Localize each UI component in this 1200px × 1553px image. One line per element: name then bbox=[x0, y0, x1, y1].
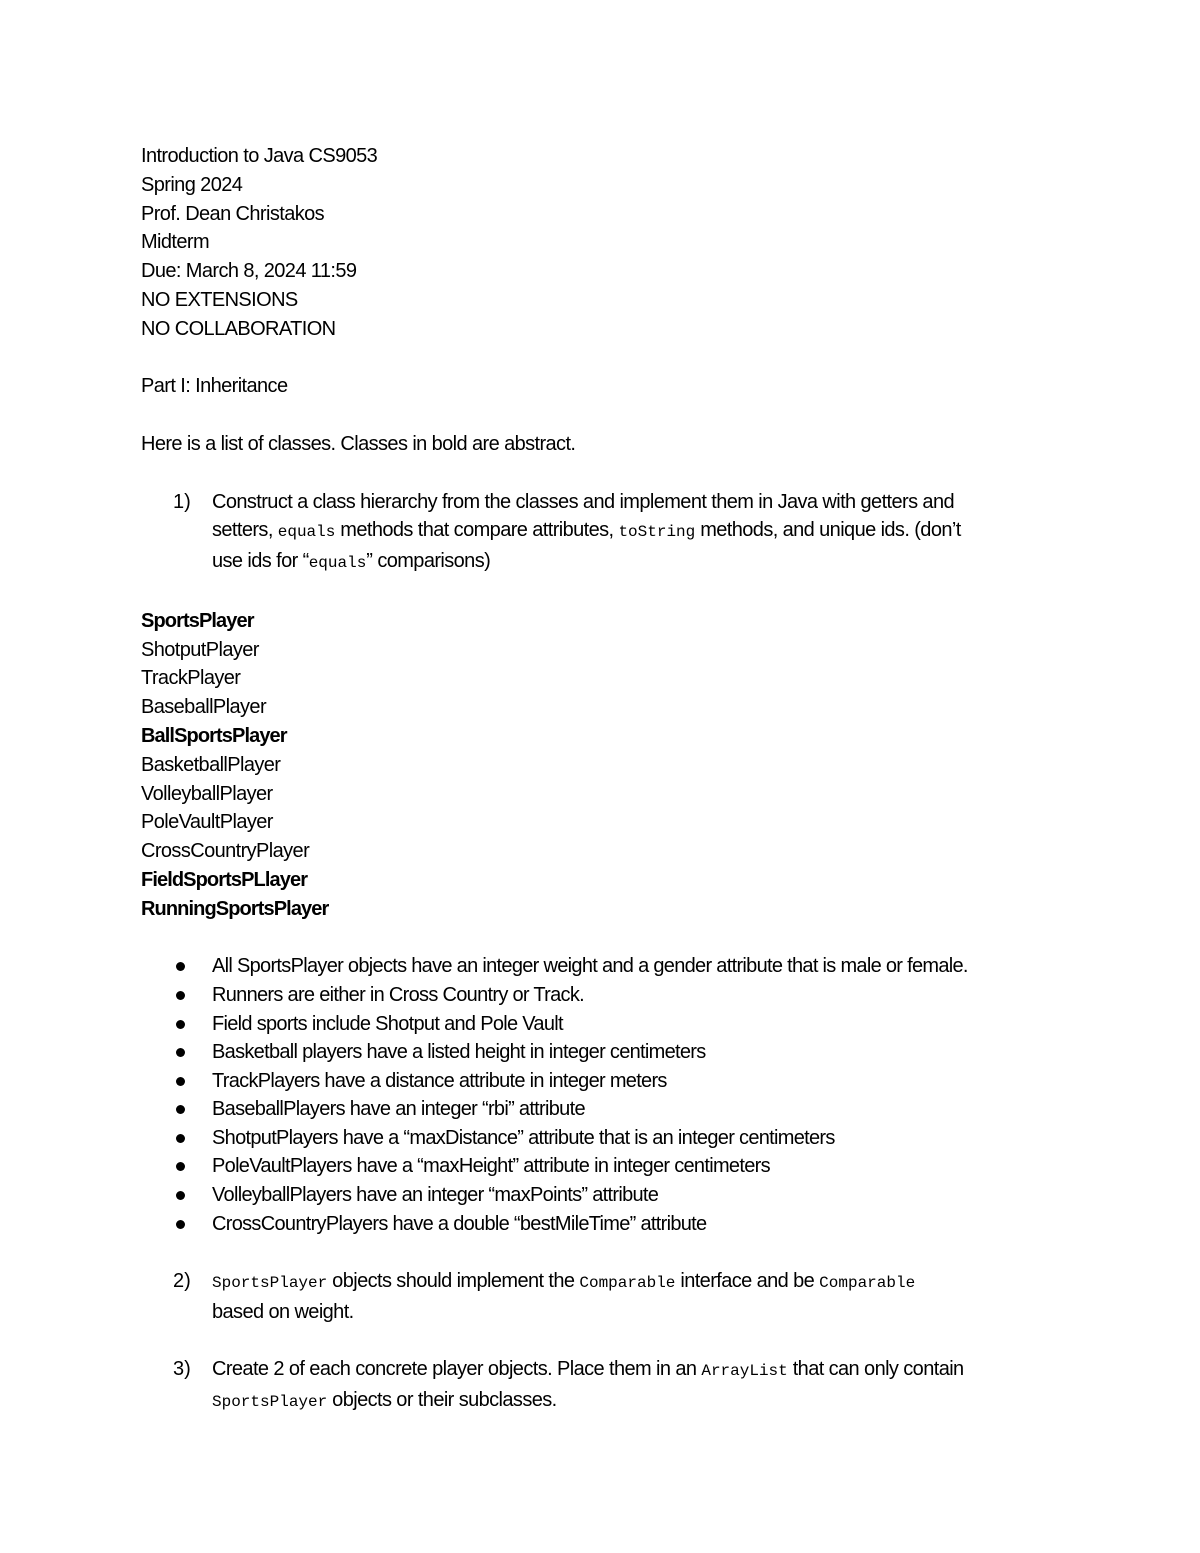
question-number: 1) bbox=[173, 490, 191, 513]
no-collaboration-notice: NO COLLABORATION bbox=[141, 317, 336, 340]
rule-text: Runners are either in Cross Country or Track. bbox=[212, 983, 584, 1006]
due-date: Due: March 8, 2024 11:59 bbox=[141, 260, 357, 283]
bullet-icon bbox=[173, 1010, 212, 1039]
question-line bbox=[212, 547, 1061, 578]
class-item: TrackPlayer bbox=[141, 667, 241, 690]
rule-text: Basketball players have a listed height in integer centimeters bbox=[212, 1041, 706, 1064]
list-item bbox=[173, 1067, 1061, 1096]
bullet-icon bbox=[173, 1152, 212, 1181]
question-line bbox=[212, 516, 1061, 547]
question-line bbox=[212, 1298, 1061, 1327]
code-span: SportsPlayer bbox=[212, 1393, 328, 1412]
list-item bbox=[173, 981, 1061, 1010]
bullet-icon bbox=[173, 1038, 212, 1067]
class-item: VolleyballPlayer bbox=[141, 782, 273, 805]
question-line bbox=[212, 1267, 1061, 1298]
code-span: equals bbox=[277, 523, 336, 542]
text-span: Construct a class hierarchy from the classes and implement them in Java with getters and bbox=[212, 490, 954, 513]
text-span: objects should implement the bbox=[327, 1270, 580, 1293]
code-span: SportsPlayer bbox=[212, 1274, 328, 1293]
code-span: Comparable bbox=[819, 1274, 916, 1293]
rule-text: TrackPlayers have a distance attribute in integer meters bbox=[212, 1069, 667, 1092]
text-span: that can only contain bbox=[787, 1358, 964, 1381]
question-line bbox=[212, 488, 1061, 517]
question-text bbox=[212, 488, 1061, 578]
question-number: 2) bbox=[173, 1270, 191, 1293]
class-item: SportsPlayer bbox=[141, 609, 254, 632]
list-item bbox=[173, 1181, 1061, 1210]
list-item bbox=[173, 1124, 1061, 1153]
rule-text: ShotputPlayers have a “maxDistance” attribute that is an integer centimeters bbox=[212, 1126, 835, 1149]
code-span: ArrayList bbox=[701, 1362, 788, 1381]
list-item bbox=[173, 1210, 1061, 1239]
code-span: toString bbox=[618, 523, 696, 542]
question-line bbox=[212, 1386, 1061, 1417]
question-number: 3) bbox=[173, 1358, 191, 1381]
question-1 bbox=[173, 488, 1061, 578]
rule-text: PoleVaultPlayers have a “maxHeight” attribute in integer centimeters bbox=[212, 1155, 770, 1178]
code-span: equals bbox=[308, 554, 367, 573]
list-item bbox=[173, 1095, 1061, 1124]
text-span: based on weight. bbox=[212, 1300, 354, 1323]
rule-text: VolleyballPlayers have an integer “maxPoints” attribute bbox=[212, 1184, 659, 1207]
question-text bbox=[212, 1267, 1061, 1327]
list-item bbox=[173, 952, 1061, 981]
document-page bbox=[141, 142, 1061, 1417]
bullet-icon bbox=[173, 1210, 212, 1239]
text-span: ” comparisons) bbox=[366, 550, 491, 573]
no-extensions-notice: NO EXTENSIONS bbox=[141, 288, 298, 311]
term: Spring 2024 bbox=[141, 173, 243, 196]
class-item: PoleVaultPlayer bbox=[141, 811, 273, 834]
rule-text: Field sports include Shotput and Pole Vault bbox=[212, 1012, 563, 1035]
part-title: Part I: Inheritance bbox=[141, 375, 288, 398]
assignment-name: Midterm bbox=[141, 231, 210, 254]
list-item bbox=[173, 1038, 1061, 1067]
class-list bbox=[141, 607, 1061, 924]
text-span: methods that compare attributes, bbox=[335, 519, 619, 542]
text-span: objects or their subclasses. bbox=[327, 1389, 557, 1412]
class-item: ShotputPlayer bbox=[141, 638, 259, 661]
question-2 bbox=[173, 1267, 1061, 1327]
rule-text: BaseballPlayers have an integer “rbi” attribute bbox=[212, 1098, 585, 1121]
code-span: Comparable bbox=[579, 1274, 676, 1293]
intro-text: Here is a list of classes. Classes in bold are abstract. bbox=[141, 432, 576, 455]
bullet-icon bbox=[173, 952, 212, 981]
rules-list bbox=[141, 952, 1061, 1238]
class-item: CrossCountryPlayer bbox=[141, 840, 310, 863]
bullet-icon bbox=[173, 1095, 212, 1124]
question-text bbox=[212, 1355, 1061, 1417]
bullet-icon bbox=[173, 981, 212, 1010]
text-span: interface and be bbox=[675, 1270, 820, 1293]
class-item: BallSportsPlayer bbox=[141, 724, 287, 747]
bullet-icon bbox=[173, 1124, 212, 1153]
class-item: RunningSportsPlayer bbox=[141, 897, 329, 920]
bullet-icon bbox=[173, 1067, 212, 1096]
class-item: BaseballPlayer bbox=[141, 696, 267, 719]
professor: Prof. Dean Christakos bbox=[141, 202, 325, 225]
question-line bbox=[212, 1355, 1061, 1386]
rule-text: All SportsPlayer objects have an integer weight and a gender attribute that is male or female. bbox=[212, 955, 968, 978]
text-span: Create 2 of each concrete player objects. Place them in an bbox=[212, 1358, 702, 1381]
course-title: Introduction to Java CS9053 bbox=[141, 145, 378, 167]
question-3 bbox=[173, 1355, 1061, 1417]
text-span: use ids for “ bbox=[212, 550, 309, 573]
rule-text: CrossCountryPlayers have a double “bestMileTime” attribute bbox=[212, 1212, 707, 1235]
class-item: FieldSportsPLlayer bbox=[141, 868, 308, 891]
list-item bbox=[173, 1010, 1061, 1039]
class-item: BasketballPlayer bbox=[141, 753, 281, 776]
bullet-icon bbox=[173, 1181, 212, 1210]
text-span: methods, and unique ids. (don’t bbox=[695, 519, 961, 542]
text-span: setters, bbox=[212, 519, 278, 542]
list-item bbox=[173, 1152, 1061, 1181]
